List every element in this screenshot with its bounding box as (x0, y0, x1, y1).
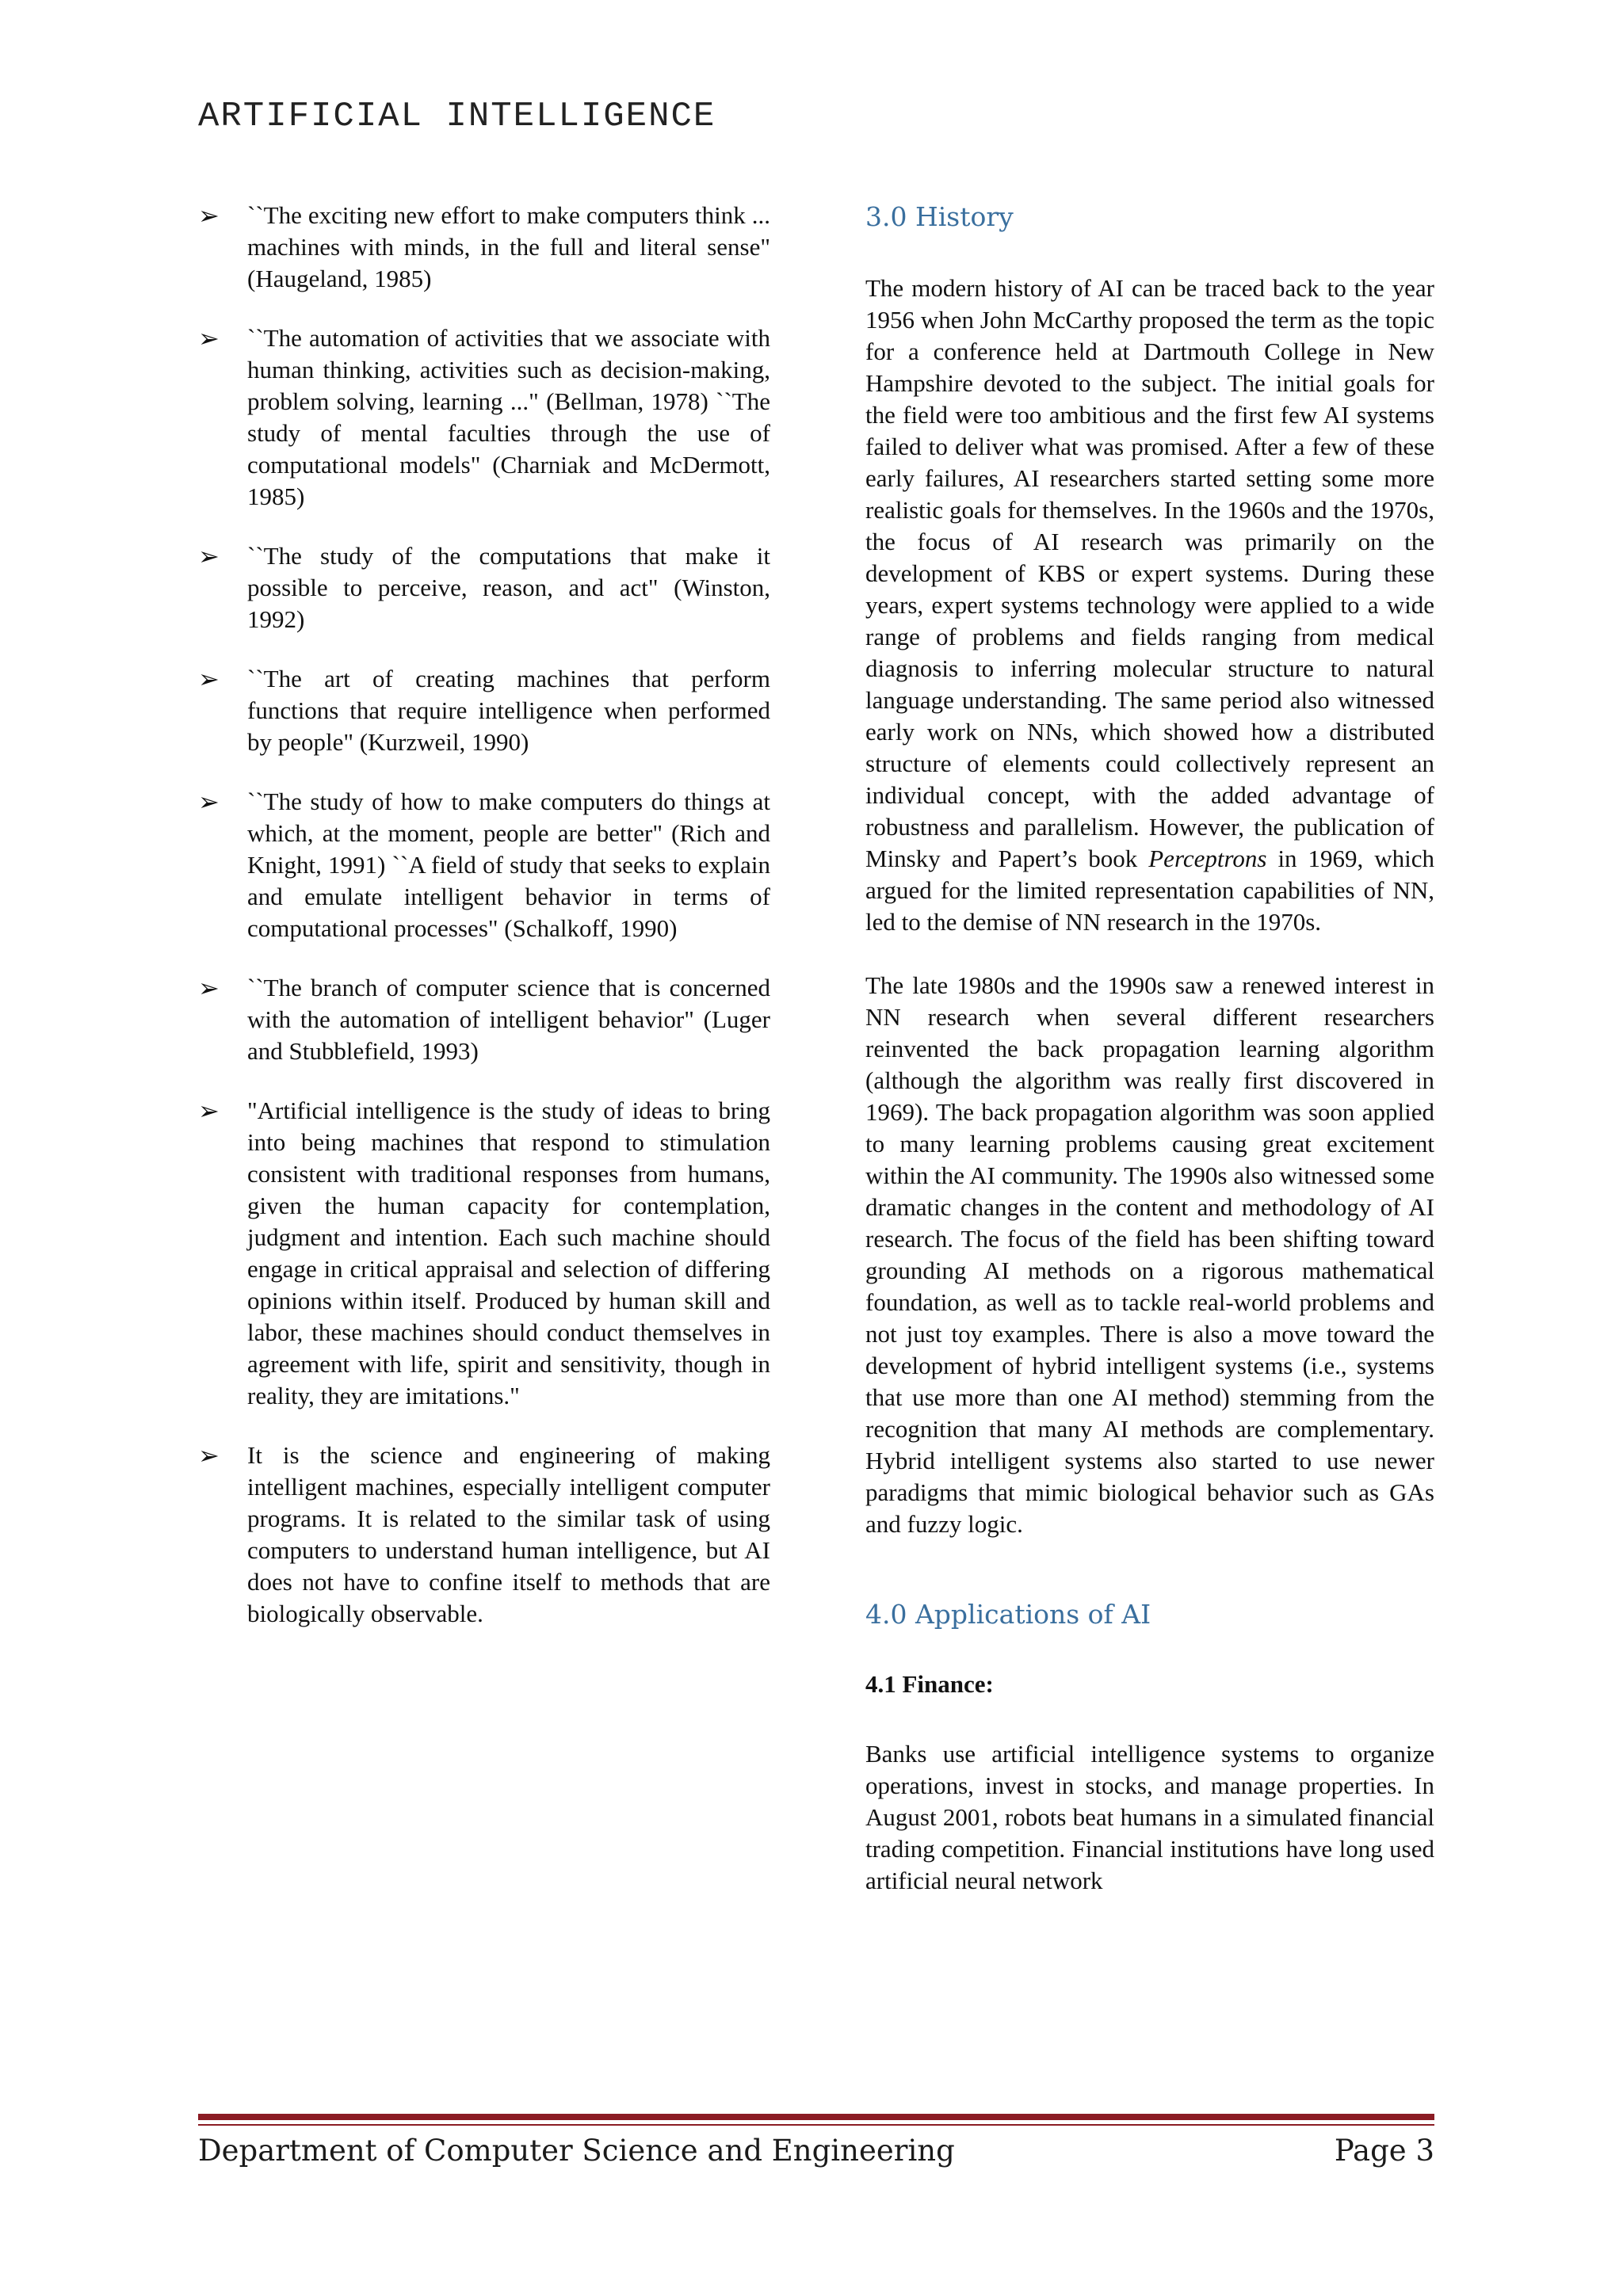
left-column (198, 200, 770, 1657)
right-column (865, 200, 1434, 1897)
arrow-bullet-icon: ➢ (198, 973, 220, 1003)
definition-bullet-7 (198, 1095, 770, 1412)
definition-text: ``The art of creating machines that perform functions that require intelligence when performed by people" (Kurzweil, 1990) (247, 665, 770, 756)
definition-bullet-3 (198, 540, 770, 635)
arrow-bullet-icon: ➢ (198, 541, 220, 571)
finance-subheading: 4.1 Finance: (865, 1670, 994, 1698)
book-title-perceptrons: Perceptrons (1148, 845, 1267, 872)
definition-text: "Artificial intelligence is the study of ideas to bring into being machines that respond to stimulation consistent with traditional responses from humans, given the human capacity for contemplation, judgment and intention. Each such machine should engage in critical appraisal and selection of differing opinions within itself. Produced by human skill and labor, these machines should conduct themselves in agreement with life, spirit and sensitivity, though in reality, they are imitations." (247, 1097, 770, 1409)
arrow-bullet-icon: ➢ (198, 1440, 220, 1470)
footer-rule-thin (198, 2124, 1434, 2126)
arrow-bullet-icon: ➢ (198, 200, 220, 231)
history-heading: 3.0 History (865, 201, 1014, 232)
running-header-title: ARTIFICIAL INTELLIGENCE (198, 97, 716, 136)
arrow-bullet-icon: ➢ (198, 1096, 220, 1126)
finance-paragraph: Banks use artificial intelligence systems to organize operations, invest in stocks, and manage properties. In August 2001, robots beat humans in a simulated financial trading competition. Financial institutions have long used artificial neural network (865, 1740, 1434, 1894)
arrow-bullet-icon: ➢ (198, 323, 220, 353)
definition-bullet-6 (198, 972, 770, 1067)
definition-text: ``The study of how to make computers do things at which, at the moment, people are better" (Rich and Knight, 1991) ``A field of study that seeks to explain and emulate intelligent behavior in terms of computational processes" (Schalkoff, 1990) (247, 788, 770, 942)
history-paragraph-2: The late 1980s and the 1990s saw a renewed interest in NN research when several different researchers reinvented the back propagation learning algorithm (although the algorithm was really first discovered in 1969). The back propagation algorithm was soon applied to many learning problems causing great excitement within the AI community. The 1990s also witnessed some dramatic changes in the content and methodology of AI research. The focus of the field has been shifting toward grounding AI methods on a rigorous mathematical foundation, as well as to tackle real-world problems and not just toy examples. There is also a move toward the development of hybrid intelligent systems (i.e., systems that use more than one AI method) stemming from the recognition that many AI methods are complementary. Hybrid intelligent systems also started to use newer paradigms that mimic biological behavior such as GAs and fuzzy logic. (865, 971, 1434, 1538)
applications-heading: 4.0 Applications of AI (865, 1599, 1151, 1630)
footer-rule-thick (198, 2114, 1434, 2120)
definition-text: ``The exciting new effort to make computers think ... machines with minds, in the full and literal sense" (Haugeland, 1985) (247, 201, 770, 292)
definition-bullet-5 (198, 786, 770, 944)
history-paragraph-1-start: The modern history of AI can be traced back to the year 1956 when John McCarthy proposed the term as the topic for a conference held at Dartmouth College in New Hampshire devoted to the subject. The initial goals for the field were too ambitious and the first few AI systems failed to deliver what was promised. After a few of these early failures, AI researchers started setting some more realistic goals for themselves. In the 1960s and the 1970s, the focus of AI research was primarily on the development of KBS or expert systems. During these years, expert systems technology were applied to a wide range of problems and fields ranging from medical diagnosis to inferring molecular structure to natural language understanding. The same period also witnessed early work on NNs, which showed how a distributed structure of elements could collectively represent an individual concept, with the added advantage of robustness and parallelism. However, the publication of Minsky and Papert’s book (865, 274, 1434, 872)
definition-bullet-8 (198, 1440, 770, 1630)
footer-page-number: Page 3 (1334, 2134, 1434, 2168)
definition-text: It is the science and engineering of making intelligent machines, especially intelligent computer programs. It is related to the similar task of using computers to understand human intelligence, but AI does not have to confine itself to methods that are biologically observable. (247, 1441, 770, 1627)
arrow-bullet-icon: ➢ (198, 787, 220, 817)
history-paragraph-1 (865, 273, 1434, 938)
definition-text: ``The automation of activities that we associate with human thinking, activities such as decision-making, problem solving, learning ..." (Bellman, 1978) ``The study of mental faculties through the use of computational models" (Charniak and McDermott, 1985) (247, 324, 770, 510)
history-paragraph-1-end: in 1969, which argued for the limited representation capabilities of NN, led to the demise of NN research in the 1970s. (865, 845, 1434, 936)
definitions-list (198, 200, 770, 1630)
arrow-bullet-icon: ➢ (198, 664, 220, 694)
definition-text: ``The branch of computer science that is concerned with the automation of intelligent behavior" (Luger and Stubblefield, 1993) (247, 974, 770, 1065)
footer-department: Department of Computer Science and Engineering (198, 2134, 955, 2168)
definition-text: ``The study of the computations that make it possible to perceive, reason, and act" (Winston, 1992) (247, 542, 770, 633)
definition-bullet-4 (198, 663, 770, 758)
definition-bullet-2 (198, 322, 770, 513)
definition-bullet-1 (198, 200, 770, 295)
